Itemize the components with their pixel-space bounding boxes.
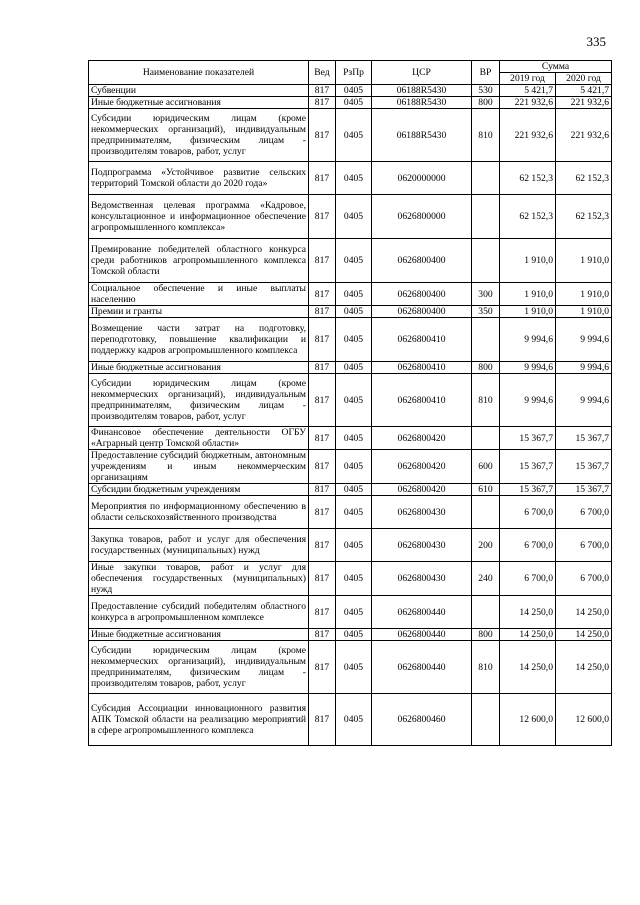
row-ved: 817: [309, 318, 336, 362]
row-value-2020: 1 910,0: [556, 239, 612, 283]
row-csr: 0626800410: [372, 362, 472, 374]
row-value-2019: 14 250,0: [500, 596, 556, 629]
row-rzpr: 0405: [336, 318, 372, 362]
row-vr: 800: [472, 362, 500, 374]
row-vr: [472, 596, 500, 629]
row-rzpr: 0405: [336, 427, 372, 450]
table-row: [89, 85, 612, 97]
row-name: Премирование победителей областного конкурса среди работников агропромышленного комплекса Томской области: [89, 239, 309, 283]
row-name: Социальное обеспечение и иные выплаты населению: [89, 283, 309, 306]
row-vr: 800: [472, 97, 500, 109]
row-rzpr: 0405: [336, 496, 372, 529]
header-name: Наименование показателей: [89, 61, 309, 85]
row-name: Субвенции: [89, 85, 309, 97]
row-value-2020: 14 250,0: [556, 641, 612, 694]
table-row: [89, 283, 612, 306]
row-vr: 610: [472, 484, 500, 496]
row-csr: 0626800420: [372, 427, 472, 450]
row-ved: 817: [309, 283, 336, 306]
row-value-2019: 6 700,0: [500, 529, 556, 562]
row-vr: [472, 694, 500, 746]
row-vr: [472, 318, 500, 362]
row-name: Иные бюджетные ассигнования: [89, 97, 309, 109]
table-row: [89, 318, 612, 362]
row-rzpr: 0405: [336, 85, 372, 97]
row-rzpr: 0405: [336, 283, 372, 306]
row-value-2019: 9 994,6: [500, 362, 556, 374]
row-vr: [472, 496, 500, 529]
row-rzpr: 0405: [336, 529, 372, 562]
row-value-2019: 15 367,7: [500, 427, 556, 450]
budget-table: [88, 60, 612, 746]
table-row: [89, 641, 612, 694]
row-csr: 06188R5430: [372, 85, 472, 97]
row-rzpr: 0405: [336, 195, 372, 239]
row-vr: 530: [472, 85, 500, 97]
table-row: [89, 596, 612, 629]
row-rzpr: 0405: [336, 374, 372, 427]
row-ved: 817: [309, 362, 336, 374]
row-csr: 0626800420: [372, 484, 472, 496]
row-vr: 800: [472, 629, 500, 641]
row-vr: 350: [472, 306, 500, 318]
row-rzpr: 0405: [336, 362, 372, 374]
row-vr: [472, 162, 500, 195]
row-vr: 810: [472, 109, 500, 162]
row-value-2019: 9 994,6: [500, 318, 556, 362]
table-row: [89, 162, 612, 195]
row-ved: 817: [309, 596, 336, 629]
row-rzpr: 0405: [336, 109, 372, 162]
row-value-2020: 9 994,6: [556, 318, 612, 362]
table-row: [89, 239, 612, 283]
row-name: Иные бюджетные ассигнования: [89, 629, 309, 641]
table-row: [89, 694, 612, 746]
row-value-2020: 221 932,6: [556, 109, 612, 162]
table-row: [89, 562, 612, 596]
row-value-2019: 15 367,7: [500, 450, 556, 484]
row-rzpr: 0405: [336, 450, 372, 484]
row-csr: 0626800400: [372, 283, 472, 306]
header-sum: Сумма: [500, 61, 612, 73]
row-value-2020: 1 910,0: [556, 283, 612, 306]
row-vr: 300: [472, 283, 500, 306]
row-value-2020: 12 600,0: [556, 694, 612, 746]
row-name: Субсидии юридическим лицам (кроме некоммерческих организаций), индивидуальным предпринимателям, физическим лицам - производителям товаров, работ, услуг: [89, 109, 309, 162]
table-row: [89, 484, 612, 496]
row-ved: 817: [309, 162, 336, 195]
row-value-2019: 6 700,0: [500, 562, 556, 596]
row-value-2019: 62 152,3: [500, 195, 556, 239]
row-value-2020: 221 932,6: [556, 97, 612, 109]
row-csr: 0626800420: [372, 450, 472, 484]
row-ved: 817: [309, 97, 336, 109]
row-rzpr: 0405: [336, 596, 372, 629]
row-value-2020: 62 152,3: [556, 195, 612, 239]
row-csr: 06188R5430: [372, 97, 472, 109]
row-name: Финансовое обеспечение деятельности ОГБУ «Аграрный центр Томской области»: [89, 427, 309, 450]
row-name: Мероприятия по информационному обеспечению в области сельскохозяйственного производства: [89, 496, 309, 529]
row-value-2019: 14 250,0: [500, 641, 556, 694]
row-rzpr: 0405: [336, 629, 372, 641]
header-2019: 2019 год: [500, 73, 556, 85]
row-csr: 0626800430: [372, 529, 472, 562]
row-ved: 817: [309, 629, 336, 641]
row-vr: 810: [472, 374, 500, 427]
row-ved: 817: [309, 450, 336, 484]
row-csr: 0626800460: [372, 694, 472, 746]
row-name: Субсидии юридическим лицам (кроме некоммерческих организаций), индивидуальным предпринимателям, физическим лицам - производителям товаров, работ, услуг: [89, 374, 309, 427]
header-rzpr: РзПр: [336, 61, 372, 85]
row-value-2019: 1 910,0: [500, 306, 556, 318]
row-value-2019: 62 152,3: [500, 162, 556, 195]
row-rzpr: 0405: [336, 97, 372, 109]
row-value-2020: 14 250,0: [556, 596, 612, 629]
row-value-2020: 1 910,0: [556, 306, 612, 318]
row-vr: 240: [472, 562, 500, 596]
row-vr: 200: [472, 529, 500, 562]
row-name: Возмещение части затрат на подготовку, переподготовку, повышение квалификации и поддержку кадров агропромышленного комплекса: [89, 318, 309, 362]
row-value-2020: 15 367,7: [556, 484, 612, 496]
row-value-2019: 1 910,0: [500, 239, 556, 283]
row-ved: 817: [309, 641, 336, 694]
row-value-2019: 221 932,6: [500, 97, 556, 109]
table-row: [89, 427, 612, 450]
row-name: Подпрограмма «Устойчивое развитие сельских территорий Томской области до 2020 года»: [89, 162, 309, 195]
row-csr: 0626800440: [372, 629, 472, 641]
row-csr: 06188R5430: [372, 109, 472, 162]
row-value-2019: 15 367,7: [500, 484, 556, 496]
row-name: Закупка товаров, работ и услуг для обеспечения государственных (муниципальных) нужд: [89, 529, 309, 562]
page-number: 335: [586, 34, 606, 49]
row-ved: 817: [309, 484, 336, 496]
row-rzpr: 0405: [336, 162, 372, 195]
row-name: Субсидии бюджетным учреждениям: [89, 484, 309, 496]
row-value-2020: 5 421,7: [556, 85, 612, 97]
row-ved: 817: [309, 529, 336, 562]
row-value-2019: 12 600,0: [500, 694, 556, 746]
row-csr: 0626800440: [372, 641, 472, 694]
row-value-2019: 6 700,0: [500, 496, 556, 529]
row-ved: 817: [309, 239, 336, 283]
row-value-2019: 221 932,6: [500, 109, 556, 162]
row-ved: 817: [309, 85, 336, 97]
row-value-2020: 15 367,7: [556, 450, 612, 484]
table-row: [89, 496, 612, 529]
row-csr: 0620000000: [372, 162, 472, 195]
row-ved: 817: [309, 427, 336, 450]
table-row: [89, 306, 612, 318]
row-ved: 817: [309, 109, 336, 162]
row-csr: 0626800430: [372, 562, 472, 596]
table-row: [89, 629, 612, 641]
row-value-2019: 9 994,6: [500, 374, 556, 427]
row-value-2019: 1 910,0: [500, 283, 556, 306]
row-rzpr: 0405: [336, 306, 372, 318]
header-vr: ВР: [472, 61, 500, 85]
row-value-2020: 14 250,0: [556, 629, 612, 641]
row-ved: 817: [309, 562, 336, 596]
table-row: [89, 97, 612, 109]
row-ved: 817: [309, 694, 336, 746]
row-vr: 810: [472, 641, 500, 694]
row-name: Предоставление субсидий победителям областного конкурса в агропромышленном комплексе: [89, 596, 309, 629]
row-name: Иные закупки товаров, работ и услуг для обеспечения государственных (муниципальных) нужд: [89, 562, 309, 596]
table-row: [89, 450, 612, 484]
row-ved: 817: [309, 374, 336, 427]
row-rzpr: 0405: [336, 641, 372, 694]
row-name: Ведомственная целевая программа «Кадровое, консультационное и информационное обеспечение агропромышленного комплекса»: [89, 195, 309, 239]
row-vr: [472, 427, 500, 450]
row-name: Предоставление субсидий бюджетным, автономным учреждениям и иным некоммерческим организациям: [89, 450, 309, 484]
table-body: [89, 85, 612, 746]
header-2020: 2020 год: [556, 73, 612, 85]
table-row: [89, 374, 612, 427]
row-vr: [472, 239, 500, 283]
row-value-2019: 5 421,7: [500, 85, 556, 97]
row-name: Субсидии юридическим лицам (кроме некоммерческих организаций), индивидуальным предпринимателям, физическим лицам - производителям товаров, работ, услуг: [89, 641, 309, 694]
row-value-2020: 6 700,0: [556, 562, 612, 596]
row-csr: 0626800410: [372, 318, 472, 362]
row-value-2020: 15 367,7: [556, 427, 612, 450]
row-csr: 0626800000: [372, 195, 472, 239]
row-rzpr: 0405: [336, 694, 372, 746]
row-value-2020: 62 152,3: [556, 162, 612, 195]
row-name: Премии и гранты: [89, 306, 309, 318]
header-csr: ЦСР: [372, 61, 472, 85]
row-csr: 0626800400: [372, 306, 472, 318]
row-value-2019: 14 250,0: [500, 629, 556, 641]
row-csr: 0626800400: [372, 239, 472, 283]
row-vr: 600: [472, 450, 500, 484]
row-ved: 817: [309, 496, 336, 529]
table-row: [89, 109, 612, 162]
row-rzpr: 0405: [336, 239, 372, 283]
row-value-2020: 6 700,0: [556, 496, 612, 529]
row-ved: 817: [309, 195, 336, 239]
table-row: [89, 529, 612, 562]
table-row: [89, 195, 612, 239]
row-rzpr: 0405: [336, 562, 372, 596]
table-row: [89, 362, 612, 374]
row-value-2020: 9 994,6: [556, 374, 612, 427]
row-value-2020: 6 700,0: [556, 529, 612, 562]
row-ved: 817: [309, 306, 336, 318]
header-ved: Вед: [309, 61, 336, 85]
row-csr: 0626800410: [372, 374, 472, 427]
row-vr: [472, 195, 500, 239]
row-name: Субсидия Ассоциации инновационного развития АПК Томской области на реализацию мероприятий в сфере агропромышленного комплекса: [89, 694, 309, 746]
row-name: Иные бюджетные ассигнования: [89, 362, 309, 374]
row-csr: 0626800430: [372, 496, 472, 529]
row-csr: 0626800440: [372, 596, 472, 629]
row-rzpr: 0405: [336, 484, 372, 496]
row-value-2020: 9 994,6: [556, 362, 612, 374]
